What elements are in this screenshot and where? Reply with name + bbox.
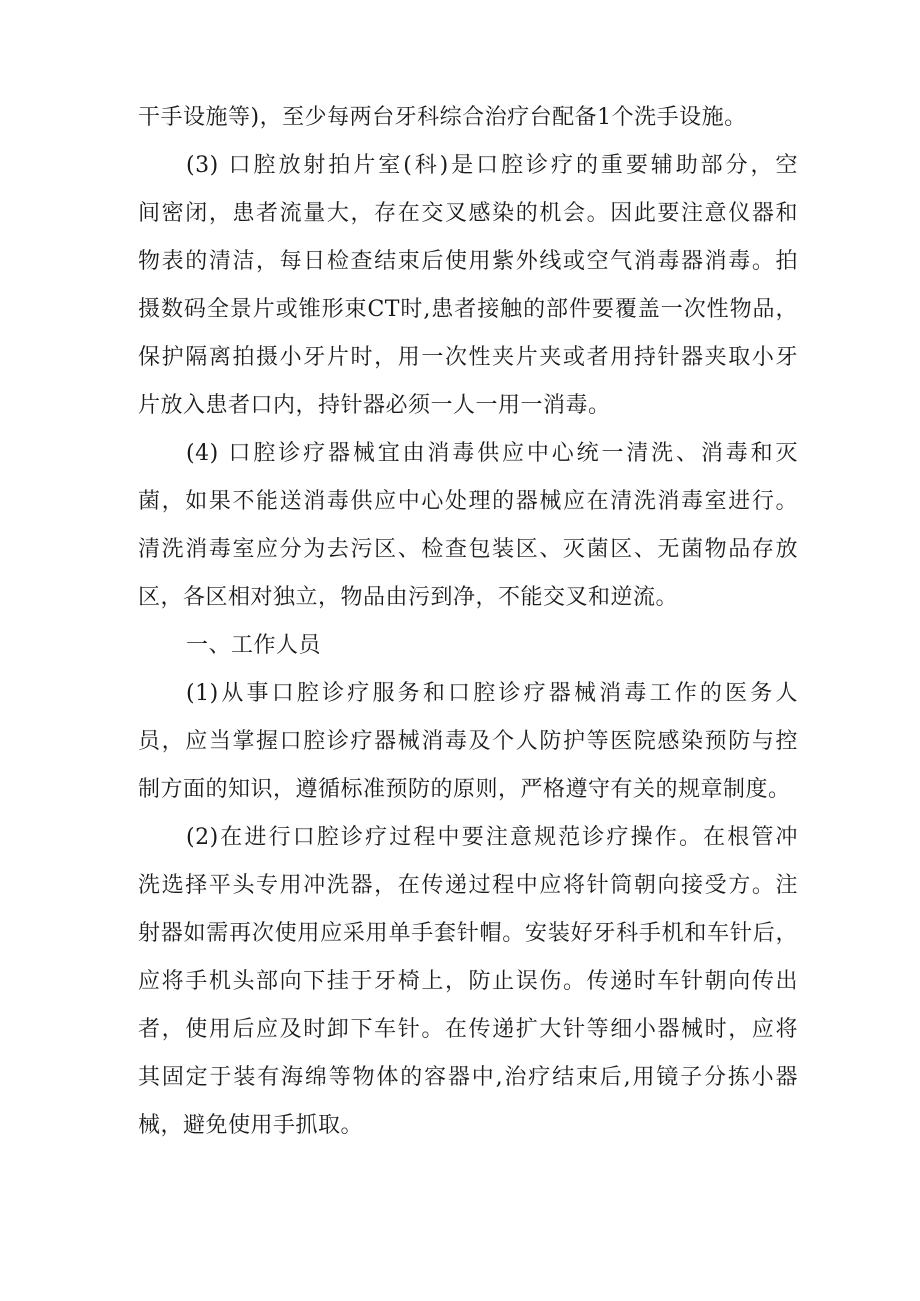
text-line-15: 制方面的知识，遵循标准预防的原则，严格遵守有关的规章制度。 — [138, 777, 791, 802]
text-line-17: 洗选择平头专用冲洗器，在传递过程中应将针筒朝向接受方。注 — [138, 873, 798, 898]
text-line-9: 菌，如果不能送消毒供应中心处理的器械应在清洗消毒室进行。 — [138, 489, 798, 514]
text-line-2: (3) 口腔放射拍片室(科)是口腔诊疗的重要辅助部分，空 — [186, 153, 798, 178]
text-line-20: 者，使用后应及时卸下车针。在传递扩大针等细小器械时，应将 — [138, 1017, 798, 1042]
text-line-13: (1)从事口腔诊疗服务和口腔诊疗器械消毒工作的医务人 — [186, 681, 798, 706]
text-line-1: 干手设施等)，至少每两台牙科综合治疗台配备1个洗手设施。 — [138, 105, 747, 130]
text-line-6: 保护隔离拍摄小牙片时，用一次性夹片夹或者用持针器夹取小牙 — [138, 345, 798, 370]
text-line-14: 员，应当掌握口腔诊疗器械消毒及个人防护等医院感染预防与控 — [138, 729, 798, 754]
text-line-11: 区，各区相对独立，物品由污到净，不能交叉和逆流。 — [138, 585, 679, 610]
text-line-16: (2)在进行口腔诊疗过程中要注意规范诊疗操作。在根管冲 — [186, 825, 798, 850]
text-line-21: 其固定于装有海绵等物体的容器中,治疗结束后,用镜子分拣小器 — [138, 1065, 798, 1090]
text-line-22: 械，避免使用手抓取。 — [138, 1113, 364, 1138]
text-line-5: 摄数码全景片或锥形束CT时,患者接触的部件要覆盖一次性物品， — [138, 297, 798, 322]
text-line-19: 应将手机头部向下挂于牙椅上，防止误伤。传递时车针朝向传出 — [138, 969, 798, 994]
section-heading: 一、工作人员 — [186, 633, 322, 658]
text-line-4: 物表的清洁，每日检查结束后使用紫外线或空气消毒器消毒。拍 — [138, 249, 798, 274]
text-line-3: 间密闭，患者流量大，存在交叉感染的机会。因此要注意仪器和 — [138, 201, 798, 226]
text-line-18: 射器如需再次使用应采用单手套针帽。安装好牙科手机和车针后， — [138, 921, 798, 946]
text-line-8: (4) 口腔诊疗器械宜由消毒供应中心统一清洗、消毒和灭 — [186, 441, 798, 466]
text-line-7: 片放入患者口内，持针器必须一人一用一消毒。 — [138, 393, 611, 418]
text-line-10: 清洗消毒室应分为去污区、检查包装区、灭菌区、无菌物品存放 — [138, 537, 798, 562]
